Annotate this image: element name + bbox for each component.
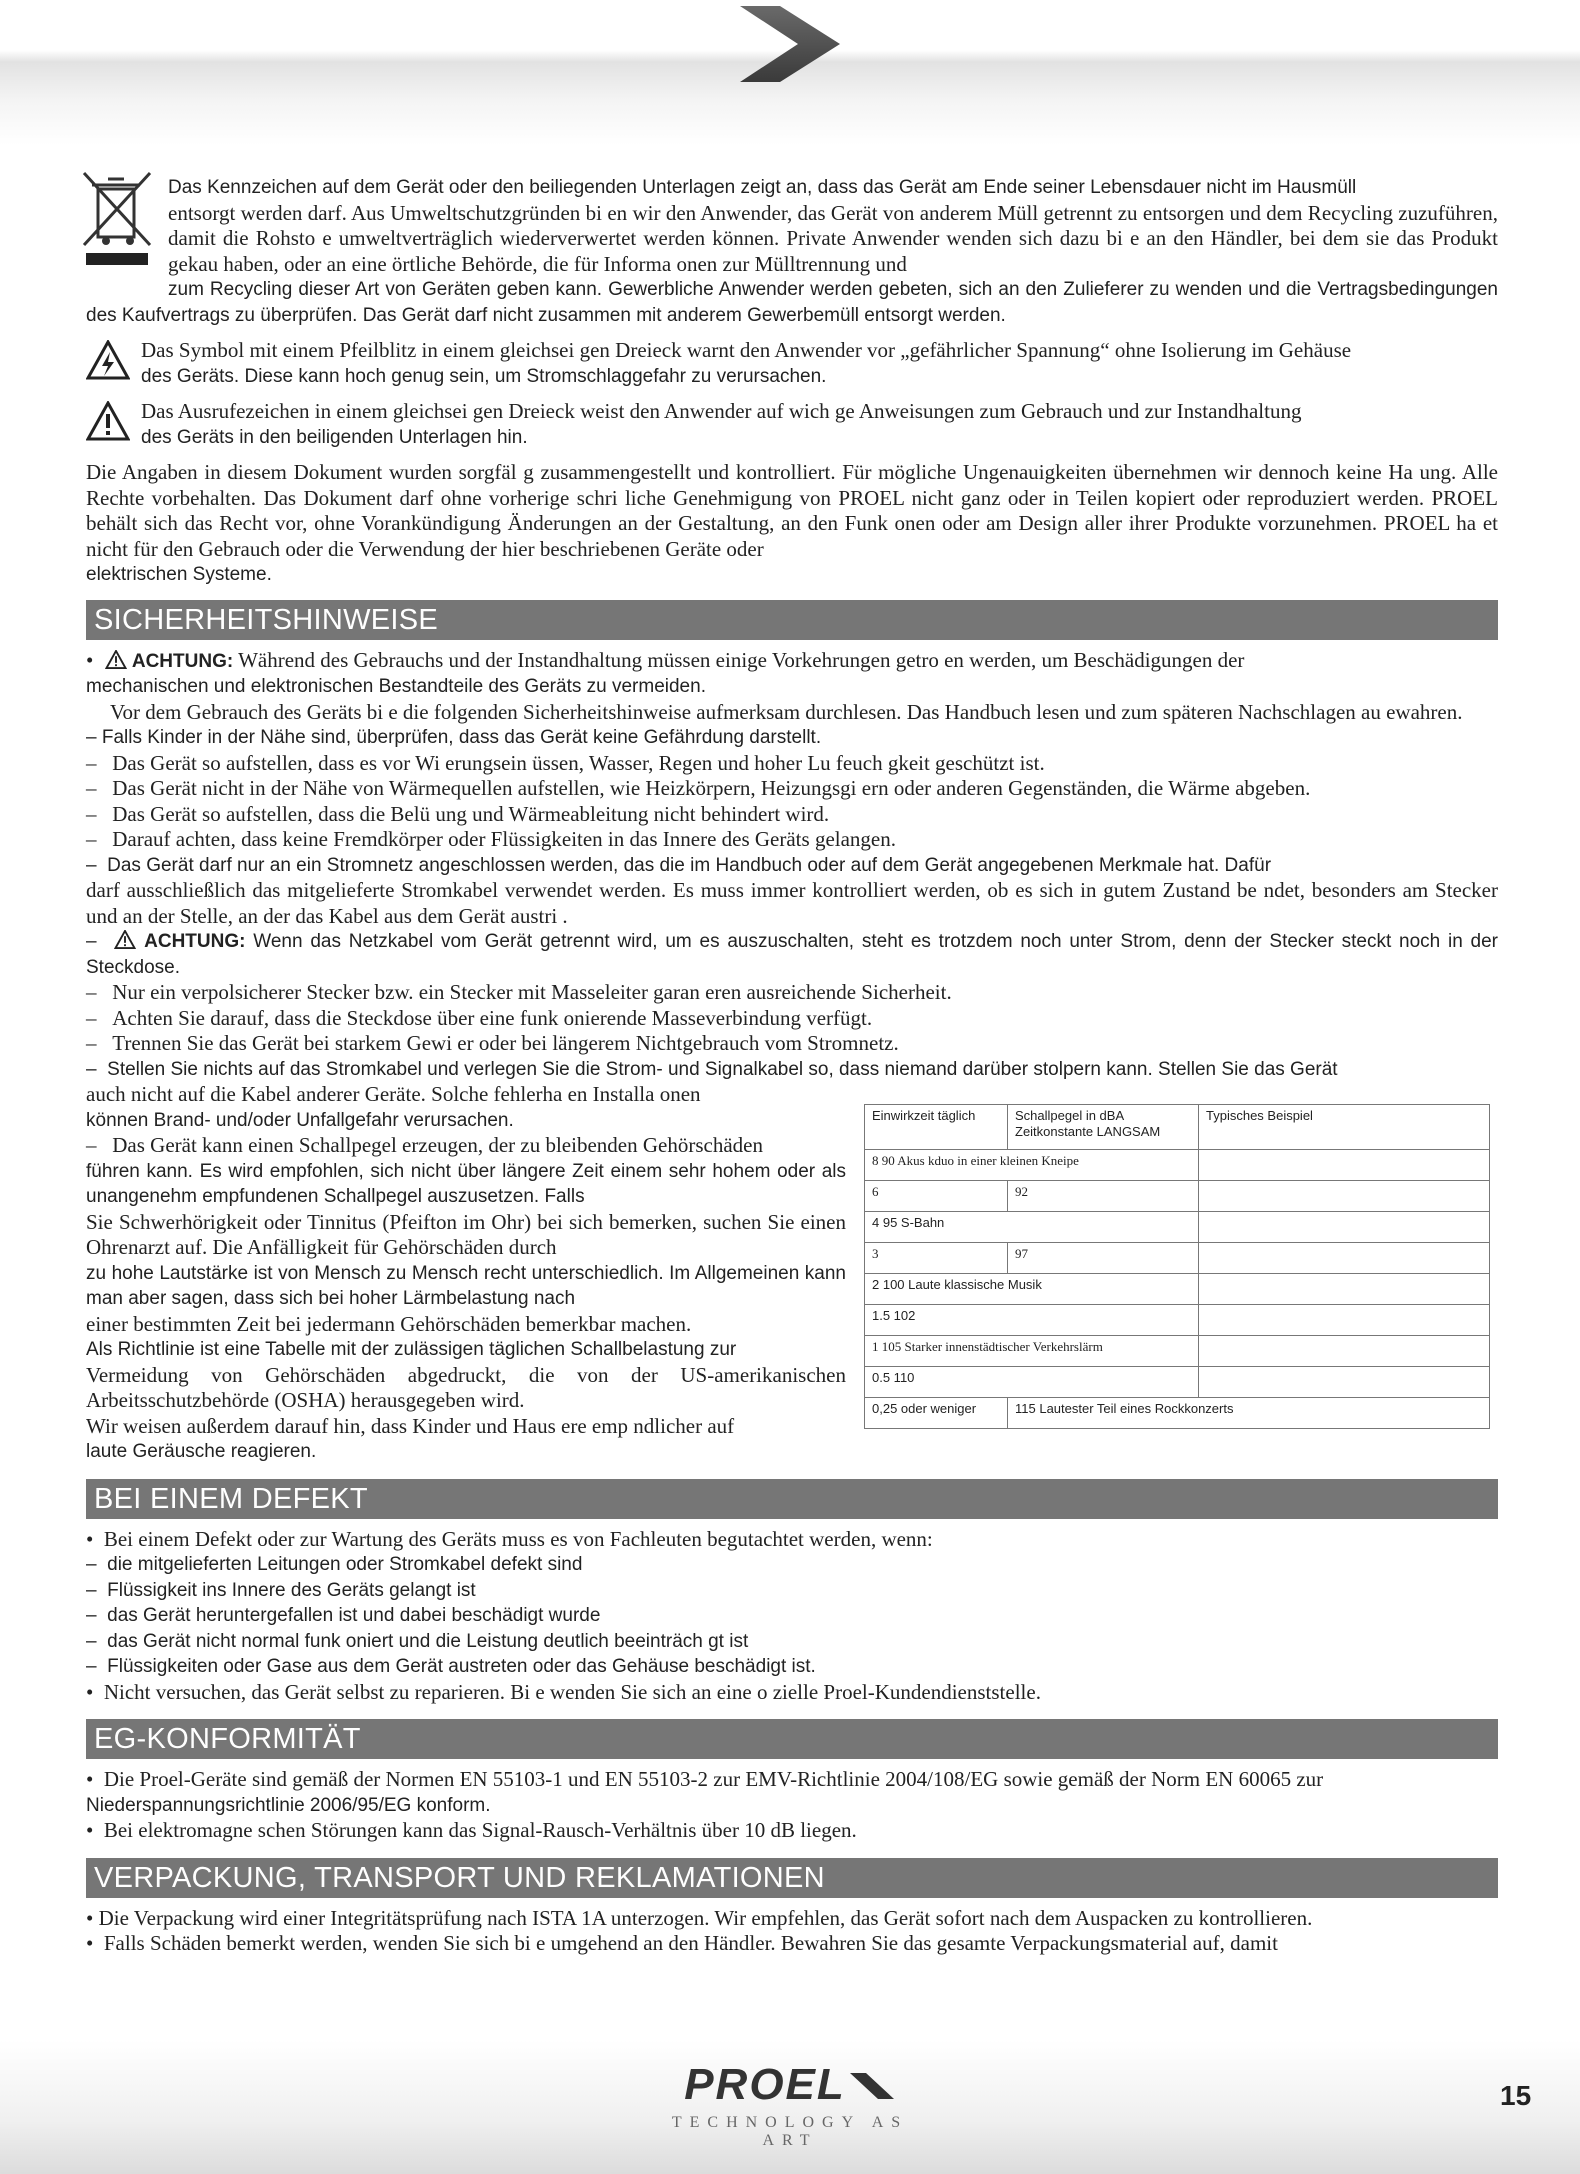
safety-item-1	[86, 751, 1498, 777]
noise-text-column	[86, 1082, 846, 1465]
dash: –	[86, 1133, 97, 1157]
dash: –	[86, 750, 97, 775]
cable-b: auch nicht auf die Kabel anderer Geräte. Solche fehlerha en Installa onen	[86, 1082, 701, 1106]
table-cell	[1199, 1367, 1490, 1398]
page-content	[86, 175, 1498, 1957]
bullet: •	[86, 1679, 94, 1704]
conformity-p1-b: Niederspannungsrichtlinie 2006/95/EG konform.	[86, 1794, 491, 1816]
safety-item2-text: Trennen Sie das Gerät bei starkem Gewi er oder bei längerem Nichtgebrauch vom Stromnetz.	[112, 1031, 899, 1055]
safety-p1-a: Während des Gebrauchs und der Instandhaltung müssen einige Vorkehrungen getro en werden, um Beschädigungen der	[238, 647, 1245, 672]
table-cell: 0,25 oder weniger	[865, 1398, 1008, 1429]
dash: –	[86, 854, 97, 876]
table-row	[865, 1336, 1490, 1367]
warning-triangle-icon	[114, 930, 136, 949]
packaging-p2-text: Falls Schäden bemerkt werden, wenden Sie sich bi e umgehend an den Händler. Bewahren Sie das gesamte Verpackungsmaterial auf, damit	[103, 1931, 1278, 1955]
table-cell	[1199, 1181, 1490, 1212]
defect-intro-text: Bei einem Defekt oder zur Wartung des Geräts muss es von Fachleuten begutachtet werden, wenn:	[103, 1526, 933, 1551]
logo-wordmark	[640, 2060, 940, 2110]
voltage-warning-a: Das Symbol mit einem Pfeilblitz in einem gleichsei gen Dreieck warnt den Anwender vor „gefährlicher Spannung“ ohne Isolierung im Gehäuse	[141, 338, 1352, 362]
dash: –	[86, 1058, 97, 1080]
bullet: •	[86, 1526, 94, 1551]
safety-item-4	[86, 827, 1498, 853]
defect-item-2	[86, 1603, 1498, 1629]
safety-item2-0	[86, 980, 1498, 1006]
logo-chevron-icon	[850, 2069, 896, 2103]
dash: –	[86, 776, 97, 800]
disclaimer-a: Die Angaben in diesem Dokument wurden sorgfäl g zusammengestellt und kontrolliert. Für mögliche Ungenauigkeiten übernehmen wir dennoch keine Ha ung. Alle Rechte vorbehalten. Das Dokument darf ohne vorherige schri liche Genehmigung von PROEL nicht ganz oder in Teilen kopiert oder reproduziert werden. PROEL behält sich das Recht vor, ohne Vorankündigung Änderungen an der Gestaltung, an den Funk onen oder am Design aller ihrer Produkte vorzunehmen. PROEL ha et nicht für den Gebrauch oder die Verwendung der hier beschriebenen Geräte oder	[86, 460, 1498, 561]
defect-item-text: Flüssigkeit ins Innere des Geräts gelangt ist	[107, 1579, 476, 1601]
table-cell	[1199, 1150, 1490, 1181]
table-cell: 1.5 102	[865, 1305, 1199, 1336]
dash: –	[86, 827, 97, 851]
defect-item-text: das Gerät heruntergefallen ist und dabei beschädigt wurde	[107, 1605, 601, 1626]
table-row	[865, 1181, 1490, 1212]
table-cell: 0.5 110	[865, 1367, 1199, 1398]
exclamation-warning-b: des Geräts in den beiligenden Unterlagen hin.	[141, 426, 528, 448]
table-row	[865, 1305, 1490, 1336]
safety-item2-2	[86, 1031, 1498, 1057]
proel-logo	[640, 2060, 940, 2150]
safety-item-3	[86, 802, 1498, 828]
safety-item-text: Das Gerät so aufstellen, dass die Belü ung und Wärmeableitung nicht behindert wird.	[112, 801, 830, 826]
noise-g: Vermeidung von Gehörschäden abgedruckt, die von der US-amerikanischen Arbeitsschutzbehörde (OSHA) herausgegeben wird.	[86, 1362, 846, 1412]
table-cell	[1199, 1243, 1490, 1274]
cable-c: können Brand- und/oder Unfallgefahr verursachen.	[86, 1109, 514, 1131]
noise-section	[86, 1082, 1498, 1465]
safety-item-text: Das Gerät so aufstellen, dass es vor Wi erungsein üssen, Wasser, Regen und hoher Lu feuch gkeit geschützt ist.	[112, 750, 1045, 775]
table-row	[865, 1398, 1490, 1429]
table-cell: 2 100 Laute klassische Musik	[865, 1274, 1199, 1305]
achtung-label: ACHTUNG:	[144, 931, 246, 952]
table-header-row	[865, 1105, 1490, 1150]
dash: –	[86, 727, 97, 748]
defect-intro	[86, 1527, 1498, 1553]
section-header-safety: SICHERHEITSHINWEISE	[86, 600, 1498, 640]
exclamation-warning	[86, 399, 1498, 450]
safety-item2-text: Achten Sie darauf, dass die Steckdose über eine funk onierende Masseverbindung verfügt.	[112, 1005, 873, 1030]
noise-exposure-table	[864, 1104, 1490, 1429]
exclamation-warning-a: Das Ausrufezeichen in einem gleichsei gen Dreieck weist den Anwender auf wich ge Anweisungen zum Gebrauch und zur Instandhaltung	[141, 399, 1302, 423]
voltage-warning	[86, 338, 1498, 389]
safety-p2: Vor dem Gebrauch des Geräts bi e die folgenden Sicherheitshinweise aufmerksam durchlesen. Das Handbuch lesen und zum späteren Nachschlagen au ewahren.	[110, 699, 1463, 724]
dash: –	[86, 1579, 97, 1601]
lightning-triangle-icon	[86, 340, 130, 380]
bullet: •	[86, 1905, 94, 1930]
safety-item-text: Das Gerät nicht in der Nähe von Wärmequellen aufstellen, wie Heizkörpern, Heizungsgi ern oder anderen Gegenständen, die Wärme abgeben.	[112, 776, 1311, 800]
safety-p1-b: mechanischen und elektronischen Bestandteile des Geräts zu vermeiden.	[86, 676, 706, 697]
defect-outro-text: Nicht versuchen, das Gerät selbst zu reparieren. Bi e wenden Sie sich an eine o zielle Proel-Kundendienststelle.	[103, 1679, 1041, 1704]
noise-a-text: Das Gerät kann einen Schallpegel erzeugen, der zu bleibenden Gehörschäden	[112, 1133, 763, 1157]
table-cell: 97	[1008, 1243, 1199, 1274]
safety-item2-text: Nur ein verpolsicherer Stecker bzw. ein Stecker mit Masseleiter garan eren ausreichende Sicherheit.	[112, 980, 952, 1004]
defect-item-3	[86, 1629, 1498, 1655]
noise-d: zu hohe Lautstärke ist von Mensch zu Mensch recht unterschiedlich. Im Allgemeinen kann man aber sagen, dass sich bei hoher Lärmbelastung nach	[86, 1262, 846, 1309]
table-cell	[1199, 1305, 1490, 1336]
disclaimer-b: elektrischen Systeme.	[86, 564, 272, 585]
table-cell: 115 Lautester Teil eines Rockkonzerts	[1008, 1398, 1490, 1429]
weee-text-b	[86, 277, 1498, 328]
crossed-bin-icon	[80, 169, 154, 273]
noise-a	[86, 1133, 846, 1159]
noise-c: Sie Schwerhörigkeit oder Tinnitus (Pfeifton im Ohr) bei sich bemerken, suchen Sie einen Ohrenarzt auf. Die Anfälligkeit für Gehörschäden durch	[86, 1209, 846, 1259]
dash: –	[86, 931, 97, 952]
table-row	[865, 1367, 1490, 1398]
weee-text-b-span: zum Recycling dieser Art von Geräten geben kann. Gewerbliche Anwender werden gebeten, sich an den Zulieferer zu wenden und die Vertragsbedingungen des Kaufvertrags zu überprüfen. Das Gerät darf nicht zusammen mit anderem Gewerbemüll entsorgt werden.	[86, 279, 1498, 326]
noise-f: Als Richtlinie ist eine Tabelle mit der zulässigen täglichen Schallbelastung zur	[86, 1339, 737, 1360]
safety-achtung	[86, 648, 1498, 675]
packaging-p1-text: Die Verpackung wird einer Integritätsprüfung nach ISTA 1A unterzogen. Wir empfehlen, das Gerät sofort nach dem Auspacken zu kontrollieren.	[98, 1905, 1313, 1930]
table-cell	[1199, 1212, 1490, 1243]
section-header-packaging: VERPACKUNG, TRANSPORT UND REKLAMATIONEN	[86, 1858, 1498, 1898]
dash: –	[86, 1630, 97, 1652]
dash: –	[86, 1656, 97, 1677]
table-header-cell: Einwirkzeit täglich	[865, 1105, 1008, 1150]
dash: –	[86, 1605, 97, 1626]
table-row	[865, 1274, 1490, 1305]
defect-item-1	[86, 1578, 1498, 1604]
section-header-defect: BEI EINEM DEFEKT	[86, 1479, 1498, 1519]
defect-item-0	[86, 1552, 1498, 1578]
defect-item-text: das Gerät nicht normal funk oniert und die Leistung deutlich beeinträch gt ist	[107, 1630, 749, 1652]
packaging-p1	[86, 1906, 1498, 1932]
dash: –	[86, 1031, 97, 1055]
bullet: •	[86, 1931, 94, 1955]
dash: –	[86, 1005, 97, 1030]
defect-item-text: Flüssigkeiten oder Gase aus dem Gerät austreten oder das Gehäuse beschädigt ist.	[107, 1656, 816, 1677]
conformity-p1-a	[86, 1767, 1498, 1793]
voltage-warning-b: des Geräts. Diese kann hoch genug sein, um Stromschlaggefahr zu verursachen.	[141, 365, 827, 387]
table-cell	[1199, 1336, 1490, 1367]
conformity-p2	[86, 1818, 1498, 1844]
weee-notice	[86, 175, 1498, 277]
defect-item-text: die mitgelieferten Leitungen oder Stromkabel defekt sind	[107, 1554, 583, 1575]
safety-item2-1	[86, 1006, 1498, 1032]
table-cell: 92	[1008, 1181, 1199, 1212]
achtung2-text: Wenn das Netzkabel vom Gerät getrennt wird, um es auszuschalten, steht es trotzdem noch unter Strom, denn der Stecker steckt noch in der Steckdose.	[86, 931, 1499, 978]
warning-triangle-icon	[105, 650, 127, 669]
section-header-conformity: EG-KONFORMITÄT	[86, 1719, 1498, 1759]
bullet: •	[86, 647, 94, 672]
table-header-cell: Schallpegel in dBA Zeitkonstante LANGSAM	[1008, 1105, 1199, 1150]
table-cell: 6	[865, 1181, 1008, 1212]
safety-item-text: Darauf achten, dass keine Fremdkörper oder Flüssigkeiten in das Innere des Geräts gelangen.	[112, 827, 896, 851]
safety-item-text: Falls Kinder in der Nähe sind, überprüfen, dass das Gerät keine Gefährdung darstellt.	[101, 727, 822, 748]
table-cell	[1199, 1274, 1490, 1305]
table-cell: 4 95 S-Bahn	[865, 1212, 1199, 1243]
safety-item-2	[86, 776, 1498, 802]
dash: –	[86, 801, 97, 826]
bullet: •	[86, 1818, 94, 1842]
table-cell: 3	[865, 1243, 1008, 1274]
dash: –	[86, 980, 97, 1004]
table-row	[865, 1150, 1490, 1181]
power-supply-a	[86, 853, 1498, 879]
power-supply-b: darf ausschließlich das mitgelieferte Stromkabel verwendet werden. Es muss immer kontrolliert werden, ob es sich in gutem Zustand be ndet, besonders am Stecker und an der Stelle, an der das Kabel aus dem Gerät austri .	[86, 878, 1498, 928]
safety-achtung2	[86, 929, 1498, 980]
bullet: •	[86, 1767, 94, 1791]
conformity-p1-text: Die Proel-Geräte sind gemäß der Normen EN 55103-1 und EN 55103-2 zur EMV-Richtlinie 2004/108/EG sowie gemäß der Norm EN 60065 zur	[103, 1767, 1324, 1791]
noise-e: einer bestimmten Zeit bei jedermann Gehörschäden bemerkbar machen.	[86, 1311, 692, 1336]
page-number: 15	[1500, 2080, 1532, 2111]
noise-b: führen kann. Es wird empfohlen, sich nicht über längere Zeit einem sehr hohem oder als unangenehm empfundenen Schallpegel auszusetzen. Falls	[86, 1160, 846, 1207]
safety-item-0	[86, 725, 1498, 751]
cable-a-text: Stellen Sie nichts auf das Stromkabel und verlegen Sie die Strom- und Signalkabel so, dass niemand darüber stolpern kann. Stellen Sie das Gerät	[107, 1058, 1338, 1080]
defect-item-4	[86, 1654, 1498, 1680]
dash: –	[86, 1554, 97, 1575]
weee-text-a: entsorgt werden darf. Aus Umweltschutzgründen bi en wir den Anwender, das Gerät von anderem Müll getrennt zu entsorgen und dem Recycling zuzuführen, damit die Rohsto e umweltverträglich wiederverwertet werden können. Private Anwender wenden sich dazu bi e an den Händler, bei dem sie das Produkt gekau haben, oder an eine örtliche Behörde, die für Informa onen zur Mülltrennung und	[168, 200, 1498, 276]
logo-tagline: TECHNOLOGY AS ART	[671, 2114, 909, 2149]
power-supply-text: Das Gerät darf nur an ein Stromnetz angeschlossen werden, das die im Handbuch oder auf dem Gerät angegebenen Merkmale hat. Dafür	[107, 854, 1272, 876]
disclaimer	[86, 460, 1498, 588]
logo-text: PROEL	[684, 2060, 846, 2109]
cable-a	[86, 1057, 1498, 1083]
table-header-cell: Typisches Beispiel	[1199, 1105, 1490, 1150]
conformity-p2-text: Bei elektromagne schen Störungen kann das Signal-Rausch-Verhältnis über 10 dB liegen.	[103, 1818, 857, 1842]
packaging-p2	[86, 1931, 1498, 1957]
noise-i: laute Geräusche reagieren.	[86, 1441, 317, 1462]
noise-h: Wir weisen außerdem darauf hin, dass Kinder und Haus ere emp ndlicher auf	[86, 1413, 735, 1438]
table-row	[865, 1243, 1490, 1274]
table-row	[865, 1212, 1490, 1243]
table-cell: 8 90 Akus kduo in einer kleinen Kneipe	[865, 1150, 1199, 1181]
chevron-icon	[740, 6, 850, 86]
exclamation-triangle-icon	[86, 401, 130, 441]
defect-outro	[86, 1680, 1498, 1706]
achtung-label: ACHTUNG:	[131, 650, 234, 672]
table-cell: 1 105 Starker innenstädtischer Verkehrslärm	[865, 1336, 1199, 1367]
weee-line1: Das Kennzeichen auf dem Gerät oder den beiliegenden Unterlagen zeigt an, dass das Gerät am Ende seiner Lebensdauer nicht im Hausmüll	[168, 177, 1357, 198]
